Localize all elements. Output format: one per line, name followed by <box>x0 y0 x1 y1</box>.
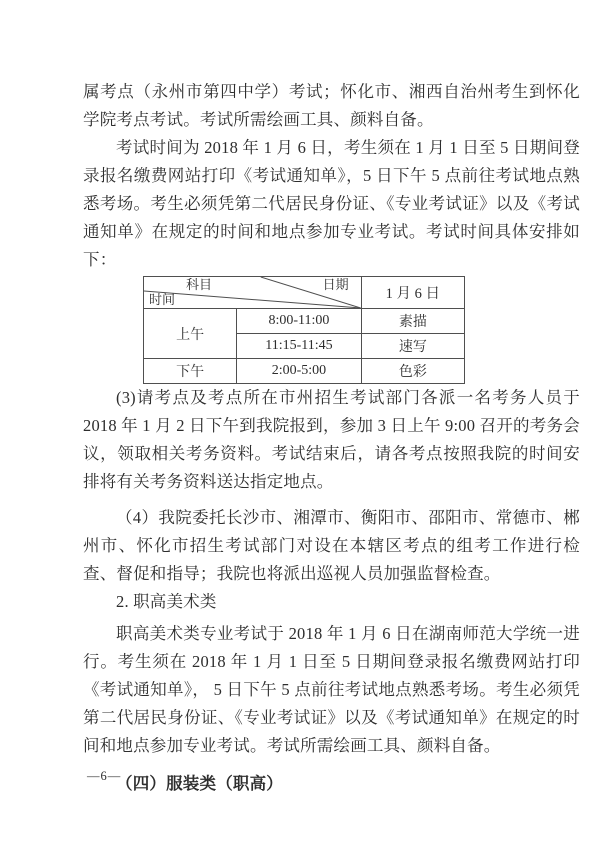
header-time-label: 时间 <box>149 292 176 307</box>
table-header-row <box>144 277 465 309</box>
time-cell: 11:15-11:45 <box>237 334 361 359</box>
subject-cell: 素描 <box>361 309 464 334</box>
header-subject-label: 科目 <box>186 277 213 292</box>
period-cell-morning: 上午 <box>144 309 237 359</box>
diagonal-header-cell <box>144 277 362 309</box>
time-cell: 2:00-5:00 <box>237 359 361 384</box>
table-row <box>144 359 465 384</box>
paragraph-vocational-art-exam: 职高美术类专业考试于 2018 年 1 月 6 日在湖南师范大学统一进行。考生须在 2018 年 1 月 1 日至 5 日期间登录报名缴费网站打印《考试通知单》， 5 日下午 5 点前往考试地点熟悉考场。考生必须凭第二代居民身份证、《专业考试证》以及《考试通知单》在规定的时间和地点参加专业考试。考试所需绘画工具、颜料自备。 <box>83 624 580 755</box>
subject-cell: 速写 <box>361 334 464 359</box>
section-heading-fashion: （四）服装类（职高） <box>116 774 283 793</box>
period-cell-afternoon: 下午 <box>144 359 237 384</box>
subject-cell: 色彩 <box>361 359 464 384</box>
exam-schedule-table <box>143 276 580 384</box>
paragraph-supervision: （4）我院委托长沙市、湘潭市、衡阳市、邵阳市、常德市、郴州市、怀化市招生考试部门对设在本辖区考点的组考工作进行检查、督促和指导；我院也将派出巡视人员加强监督检查。 <box>83 508 580 583</box>
header-date-label: 日期 <box>322 277 349 292</box>
time-cell: 8:00-11:00 <box>237 309 361 334</box>
paragraph-proctor-meeting: (3)请考点及考点所在市州招生考试部门各派一名考务人员于 2018 年 1 月 2 日下午到我院报到，参加 3 日上午 9:00 召开的考务会议，领取相关考务资料。考试结束后，请各考点按照我院的时间安排将有关考务资料送达指定地点。 <box>83 388 580 491</box>
table-row <box>144 309 465 334</box>
page-number: —6— <box>87 769 122 783</box>
section-heading-vocational-art: 2. 职高美术类 <box>116 592 217 611</box>
paragraph-exam-time-notice: 考试时间为 2018 年 1 月 6 日，考生须在 1 月 1 日至 5 日期间登录报名缴费网站打印《考试通知单》，5 日下午 5 点前往考试地点熟悉考场。考生必须凭第二代居民身份证、《专业考试证》以及《考试通知单》在规定的时间和地点参加专业考试。考试时间具体安排如下： <box>83 138 580 269</box>
document-body <box>83 78 580 798</box>
header-date-value: 1 月 6 日 <box>361 277 464 309</box>
paragraph-exam-locations: 属考点（永州市第四中学）考试；怀化市、湘西自治州考生到怀化学院考点考试。考试所需绘画工具、颜料自备。 <box>83 82 580 129</box>
